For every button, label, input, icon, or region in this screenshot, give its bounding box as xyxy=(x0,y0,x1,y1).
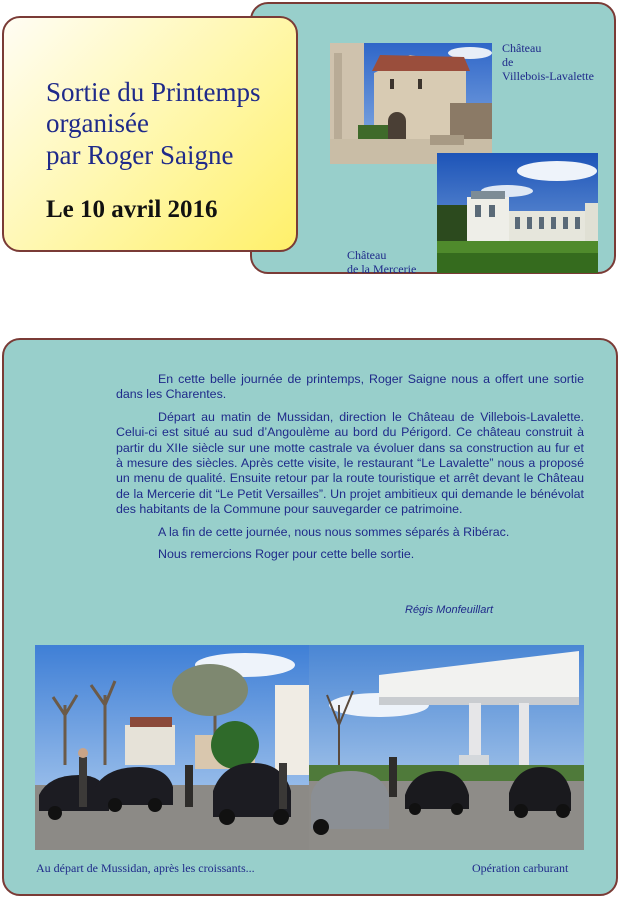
caption-villebois-line-3: Villebois-Lavalette xyxy=(502,69,594,83)
photo-chateau-mercerie xyxy=(437,153,598,273)
article-paragraph: A la fin de cette journée, nous nous sommes séparés à Ribérac. xyxy=(158,524,510,539)
article-paragraph: Départ au matin de Mussidan, direction le Château de Villebois-Lavalette. Celui-ci est situé au sud d’Angoulème au bord du Périgord. Ce château construit à partir du XIIe siècle sur une motte castrale va évoluer dans sa construction au fur et à mesure des siècles. Après cette visite, le restaurant “Le Lavalette” nous a proposé un menu de qualité. Ensuite retour par la route touristique et arrêt devant le Château de la Mercerie dit “Le Petit Versailles”. Un projet ambitieux qui demande le bénévolat des habitants de la Commune pour sauvegarder ce patrimoine. xyxy=(116,409,584,517)
photo-operation-carburant xyxy=(309,645,584,850)
author-signature: Régis Monfeuillart xyxy=(405,604,494,616)
article-paragraph: En cette belle journée de printemps, Roger Saigne nous a offert une sortie dans les Charentes. xyxy=(116,372,584,402)
caption-mercerie-line-1: Château xyxy=(347,248,387,262)
caption-mercerie-line-2: de la Mercerie xyxy=(347,262,417,276)
title-line-1: Sortie du Printemps xyxy=(46,77,261,107)
title-card xyxy=(2,16,298,252)
article-body xyxy=(116,372,584,569)
photo-depart-mussidan xyxy=(35,645,309,850)
title-line-3: par Roger Saigne xyxy=(46,140,234,170)
caption-depart-mussidan: Au départ de Mussidan, après les croissants... xyxy=(36,861,255,875)
caption-operation-carburant: Opération carburant xyxy=(472,861,569,875)
title-line-2: organisée xyxy=(46,108,149,138)
caption-mercerie xyxy=(347,248,416,276)
caption-villebois xyxy=(502,41,594,83)
caption-villebois-line-1: Château xyxy=(502,41,542,55)
event-date: Le 10 avril 2016 xyxy=(46,196,218,223)
caption-villebois-line-2: de xyxy=(502,55,514,69)
article-paragraph: Nous remercions Roger pour cette belle sortie. xyxy=(158,547,415,562)
photo-chateau-villebois xyxy=(330,43,492,164)
